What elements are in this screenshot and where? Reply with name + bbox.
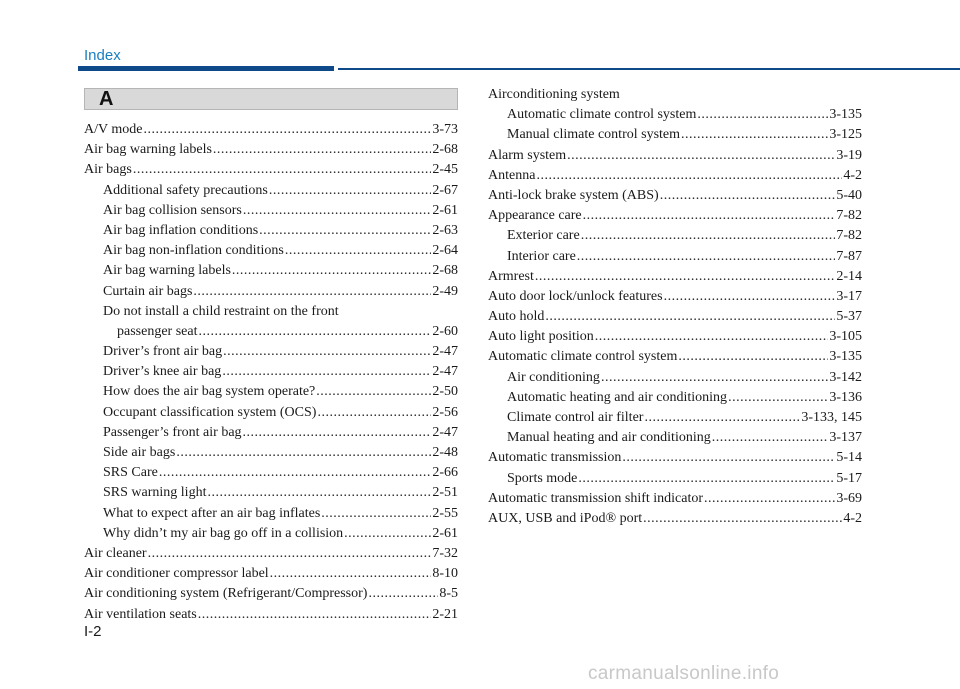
- index-entry: [488, 368, 862, 388]
- header-rule-thick: [78, 66, 334, 71]
- index-entry-dot-leader: [536, 166, 842, 186]
- watermark-text: carmanualsonline.info: [588, 663, 780, 684]
- index-entry-text: SRS warning light: [103, 485, 207, 501]
- index-entry-page: 2-14: [836, 268, 862, 284]
- index-entry: [488, 267, 862, 287]
- index-entry-page: 4-2: [843, 510, 862, 526]
- index-entry: [488, 226, 862, 246]
- index-entry-page: 2-55: [432, 505, 458, 521]
- index-entry: [84, 504, 458, 524]
- index-entry: [488, 509, 862, 529]
- index-entry-text: Automatic transmission shift indicator: [488, 490, 704, 506]
- index-entry-text: Air bags: [84, 162, 132, 178]
- index-entry-page: 2-68: [432, 142, 458, 158]
- index-entry-dot-leader: [269, 181, 431, 201]
- index-entry-text: Auto light position: [488, 329, 594, 345]
- index-entry: [488, 146, 862, 166]
- index-entry-text: Alarm system: [488, 147, 567, 163]
- index-entry-page: 2-50: [432, 384, 458, 400]
- index-entry-page: 2-63: [432, 222, 458, 238]
- index-entry-page: 3-136: [829, 389, 862, 405]
- index-entry-text: Driver’s knee air bag: [103, 364, 222, 380]
- index-entry-dot-leader: [704, 489, 835, 509]
- index-entry-page: 3-142: [829, 369, 862, 385]
- index-entry-dot-leader: [223, 342, 431, 362]
- index-entry-text: Curtain air bags: [103, 283, 193, 299]
- section-letter: A: [99, 88, 114, 110]
- index-entry-text: Do not install a child restraint on the front: [103, 303, 339, 319]
- index-entry-page: 5-14: [836, 450, 862, 466]
- index-entry-dot-leader: [243, 423, 432, 443]
- index-entry-page: 7-87: [836, 248, 862, 264]
- index-entry: [84, 221, 458, 241]
- index-entry-dot-leader: [143, 120, 431, 140]
- index-entry-text: Additional safety precautions: [103, 182, 268, 198]
- index-entry-text: Air bag inflation conditions: [103, 222, 259, 238]
- index-entry-page: 3-17: [836, 288, 862, 304]
- header-rule-thin: [338, 68, 960, 70]
- index-left-column: [84, 120, 458, 625]
- index-entry-text: Appearance care: [488, 208, 582, 224]
- index-entry-page: 2-68: [432, 263, 458, 279]
- index-entry-text: Interior care: [507, 248, 576, 264]
- index-entry: [488, 448, 862, 468]
- index-entry-dot-leader: [601, 368, 828, 388]
- index-entry-text: How does the air bag system operate?: [103, 384, 316, 400]
- index-entry: [488, 206, 862, 226]
- index-entry-dot-leader: [317, 403, 431, 423]
- index-entry: [488, 489, 862, 509]
- index-entry-text: Manual climate control system: [507, 127, 681, 143]
- index-entry-text: Sports mode: [507, 470, 578, 486]
- index-entry-text: Auto door lock/unlock features: [488, 288, 663, 304]
- index-entry-page: 3-135: [829, 107, 862, 123]
- index-entry: [84, 241, 458, 261]
- index-entry-text: Occupant classification system (OCS): [103, 404, 317, 420]
- index-entry-text: Auto hold: [488, 309, 545, 325]
- index-entry-text: Climate control air filter: [507, 410, 644, 425]
- index-entry-text: Air conditioning system (Refrigerant/Compressor): [84, 586, 368, 602]
- index-entry-text: What to expect after an air bag inflates: [103, 505, 321, 521]
- index-entry-text: Side air bags: [103, 445, 176, 460]
- section-letter-box: [84, 88, 458, 110]
- index-entry-page: 3-125: [829, 127, 862, 143]
- index-entry-dot-leader: [198, 322, 431, 342]
- index-entry-text: Automatic transmission: [488, 450, 622, 466]
- index-entry: [488, 247, 862, 267]
- index-entry-page: 2-64: [432, 243, 458, 259]
- index-entry-page: 5-37: [836, 309, 862, 325]
- index-entry-dot-leader: [133, 160, 432, 180]
- index-entry: [84, 140, 458, 160]
- index-entry-page: 8-10: [432, 566, 458, 582]
- index-entry-text: SRS Care: [103, 465, 158, 481]
- index-entry: [488, 428, 862, 448]
- index-entry-text: passenger seat: [117, 323, 198, 339]
- index-entry: [84, 282, 458, 302]
- index-entry-text: Automatic climate control system: [488, 349, 678, 365]
- index-entry-dot-leader: [270, 564, 432, 584]
- index-entry: [488, 408, 862, 428]
- index-entry-text: A/V mode: [84, 122, 143, 137]
- index-entry-dot-leader: [344, 524, 431, 544]
- index-entry-page: 2-45: [432, 162, 458, 178]
- index-entry-text: Air conditioner compressor label: [84, 566, 269, 582]
- index-entry: [488, 186, 862, 206]
- index-entry-text: Air ventilation seats: [84, 606, 197, 622]
- index-entry-text: Air bag non-inflation conditions: [103, 243, 284, 259]
- index-entry-page: 2-51: [432, 485, 458, 501]
- index-entry-text: Antenna: [488, 167, 536, 183]
- index-entry: [488, 388, 862, 408]
- index-entry: [488, 105, 862, 125]
- index-entry-dot-leader: [285, 241, 432, 261]
- index-entry: [488, 166, 862, 186]
- index-entry-page: 2-56: [432, 404, 458, 420]
- index-entry-page: 2-61: [432, 202, 458, 218]
- index-entry: [488, 125, 862, 145]
- index-entry-text: Air bag warning labels: [103, 263, 231, 279]
- index-entry: [84, 605, 458, 625]
- index-right-column: [488, 85, 862, 529]
- index-entry-page: 2-47: [432, 344, 458, 360]
- index-entry: [488, 469, 862, 489]
- index-entry: [84, 382, 458, 402]
- index-entry-dot-leader: [712, 428, 829, 448]
- index-entry-dot-leader: [583, 206, 836, 226]
- index-entry-page: 2-21: [432, 606, 458, 622]
- index-entry: [84, 564, 458, 584]
- index-entry-page: 3-133, 145: [801, 410, 862, 425]
- index-entry-text: Driver’s front air bag: [103, 344, 223, 360]
- index-entry-dot-leader: [222, 362, 431, 382]
- index-entry-dot-leader: [535, 267, 835, 287]
- index-entry-page: 2-49: [432, 283, 458, 299]
- index-entry: [488, 327, 862, 347]
- index-entry-dot-leader: [198, 605, 432, 625]
- index-entry: [84, 524, 458, 544]
- index-entry: [84, 483, 458, 503]
- index-entry-page: 8-5: [439, 586, 458, 602]
- index-entry-dot-leader: [595, 327, 829, 347]
- index-entry-page: 7-32: [432, 545, 458, 561]
- index-entry-text: Passenger’s front air bag: [103, 424, 242, 440]
- index-entry-page: 3-135: [829, 349, 862, 365]
- index-entry-dot-leader: [660, 186, 836, 206]
- index-entry: [84, 261, 458, 281]
- index-entry-page: 2-67: [432, 182, 458, 198]
- index-entry: [488, 85, 862, 105]
- index-entry-dot-leader: [321, 504, 431, 524]
- index-entry-text: Anti-lock brake system (ABS): [488, 187, 659, 203]
- index-entry-page: 7-82: [836, 208, 862, 224]
- index-entry-text: Exterior care: [507, 228, 580, 244]
- index-entry-dot-leader: [567, 146, 835, 166]
- index-entry-text: Manual heating and air conditioning: [507, 430, 711, 446]
- index-entry-dot-leader: [148, 544, 432, 564]
- index-entry-page: 3-73: [432, 122, 458, 137]
- index-entry-page: 5-17: [836, 470, 862, 486]
- index-entry-text: AUX, USB and iPod® port: [488, 510, 643, 526]
- index-entry-dot-leader: [243, 201, 432, 221]
- index-entry-dot-leader: [728, 388, 828, 408]
- index-entry-dot-leader: [159, 463, 431, 483]
- index-entry: [488, 347, 862, 367]
- index-entry-dot-leader: [664, 287, 836, 307]
- index-entry-page: 4-2: [843, 167, 862, 183]
- index-entry: [84, 181, 458, 201]
- index-entry-text: Air cleaner: [84, 545, 147, 561]
- index-entry-page: 2-61: [432, 525, 458, 541]
- index-entry-page: 2-47: [432, 364, 458, 380]
- index-entry-dot-leader: [368, 584, 438, 604]
- index-entry-page: 3-105: [829, 329, 862, 345]
- index-entry-text: Air conditioning: [507, 369, 600, 385]
- index-entry-page: 3-69: [836, 490, 862, 506]
- index-entry-text: Why didn’t my air bag go off in a collision: [103, 525, 344, 541]
- index-entry-page: 2-47: [432, 424, 458, 440]
- index-entry-page: 7-82: [836, 228, 862, 244]
- index-entry: [84, 463, 458, 483]
- index-entry-text: Armrest: [488, 268, 534, 284]
- index-entry-page: 3-137: [829, 430, 862, 446]
- index-entry-page: 5-40: [836, 187, 862, 203]
- index-entry-dot-leader: [207, 483, 431, 503]
- index-entry: [84, 403, 458, 423]
- index-entry: [84, 423, 458, 443]
- index-entry-dot-leader: [644, 408, 800, 428]
- index-entry-page: 3-19: [836, 147, 862, 163]
- index-entry-text: Automatic climate control system: [507, 107, 697, 123]
- index-entry-dot-leader: [643, 509, 842, 529]
- index-entry-dot-leader: [259, 221, 431, 241]
- index-entry-dot-leader: [681, 125, 828, 145]
- index-entry-dot-leader: [232, 261, 431, 281]
- index-entry: [84, 120, 458, 140]
- index-entry-text: Airconditioning system: [488, 87, 620, 102]
- index-entry-dot-leader: [193, 282, 431, 302]
- index-entry-text: Automatic heating and air conditioning: [507, 389, 728, 405]
- index-entry: [488, 287, 862, 307]
- index-entry: [84, 160, 458, 180]
- index-entry-text: Air bag warning labels: [84, 142, 212, 158]
- index-entry: [84, 342, 458, 362]
- index-entry-page: 2-66: [432, 465, 458, 481]
- index-entry: [84, 302, 458, 322]
- index-entry-dot-leader: [678, 347, 828, 367]
- index-entry-page: 2-60: [432, 323, 458, 339]
- index-entry-dot-leader: [697, 105, 828, 125]
- index-entry-dot-leader: [545, 307, 835, 327]
- index-entry: [84, 322, 458, 342]
- index-entry-dot-leader: [176, 443, 431, 463]
- index-entry: [84, 362, 458, 382]
- index-entry: [84, 201, 458, 221]
- index-entry: [84, 544, 458, 564]
- index-entry: [488, 307, 862, 327]
- index-entry-dot-leader: [577, 247, 836, 267]
- index-entry: [84, 584, 458, 604]
- index-entry: [84, 443, 458, 463]
- index-entry-text: Air bag collision sensors: [103, 202, 242, 218]
- index-entry-dot-leader: [622, 448, 835, 468]
- index-header-title: Index: [84, 47, 121, 64]
- page-number: I-2: [84, 623, 102, 640]
- index-entry-dot-leader: [578, 469, 835, 489]
- index-entry-dot-leader: [213, 140, 431, 160]
- index-entry-dot-leader: [316, 382, 431, 402]
- index-entry-page: 2-48: [432, 445, 458, 460]
- index-entry-dot-leader: [581, 226, 836, 246]
